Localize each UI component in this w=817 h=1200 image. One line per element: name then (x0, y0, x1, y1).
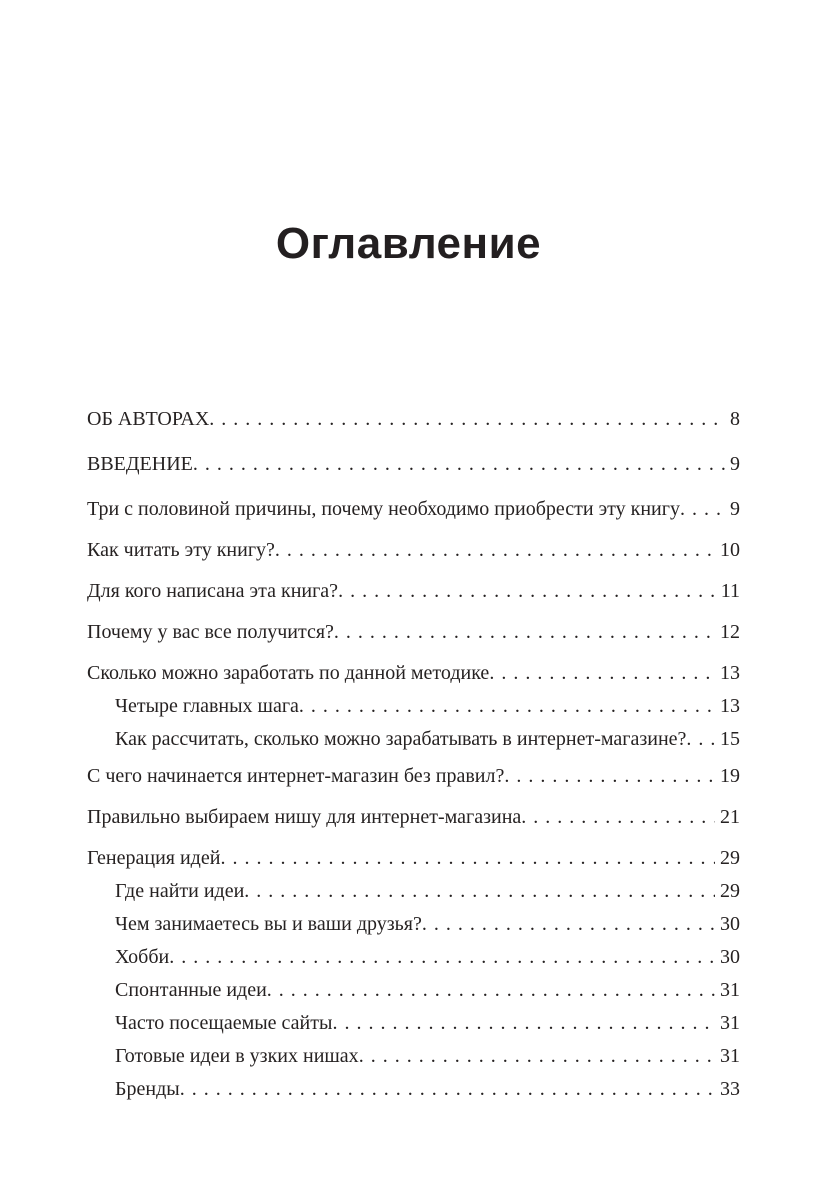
toc-page-number: 29 (720, 880, 740, 902)
toc-leader-dots (180, 1077, 715, 1101)
toc-leader-dots (267, 978, 715, 1002)
toc-entry-label: Три с половиной причины, почему необходимо приобрести эту книгу (87, 498, 680, 520)
toc-entry (87, 538, 740, 562)
toc-entry (87, 1044, 740, 1068)
toc-entry-label: ОБ АВТОРАХ (87, 408, 210, 430)
toc-leader-dots (299, 694, 715, 718)
toc-page-number: 11 (720, 580, 740, 602)
toc-page-number: 12 (720, 621, 740, 643)
toc-page-number: 10 (720, 539, 740, 561)
toc-leader-dots (334, 620, 715, 644)
toc-entry-label: С чего начинается интернет-магазин без правил? (87, 765, 505, 787)
toc-entry (87, 694, 740, 718)
toc-entry (87, 497, 740, 521)
toc-page-number: 31 (720, 979, 740, 1001)
toc-page-number: 30 (720, 913, 740, 935)
toc-leader-dots (521, 805, 715, 829)
toc-entry (87, 945, 740, 969)
toc-entry (87, 879, 740, 903)
toc-page-number: 31 (720, 1012, 740, 1034)
toc-entry (87, 579, 740, 603)
toc-page-number: 9 (730, 498, 740, 520)
toc-leader-dots (504, 764, 715, 788)
toc-entry (87, 1011, 740, 1035)
toc-entry-label: Спонтанные идеи (115, 979, 267, 1001)
toc-entry-label: Как рассчитать, сколько можно зарабатывать в интернет-магазине? (115, 728, 687, 750)
toc-page-number: 13 (720, 662, 740, 684)
toc-leader-dots (193, 452, 725, 476)
toc-leader-dots (244, 879, 715, 903)
toc-entry (87, 452, 740, 476)
toc-leader-dots (422, 912, 715, 936)
toc-leader-dots (359, 1044, 715, 1068)
toc-leader-dots (169, 945, 715, 969)
toc-entry (87, 407, 740, 431)
toc-leader-dots (209, 407, 725, 431)
toc-entry (87, 912, 740, 936)
toc-page-number: 8 (730, 408, 740, 430)
toc-entry (87, 805, 740, 829)
toc-entry (87, 978, 740, 1002)
toc-entry (87, 727, 740, 751)
toc-leader-dots (332, 1011, 715, 1035)
toc-entry (87, 1077, 740, 1101)
toc-entry-label: ВВЕДЕНИЕ (87, 453, 193, 475)
toc-entry (87, 764, 740, 788)
toc-page-number: 33 (720, 1078, 740, 1100)
toc-leader-dots (680, 497, 725, 521)
toc-page-number: 15 (720, 728, 740, 750)
toc-page-number: 21 (720, 806, 740, 828)
toc-leader-dots (489, 661, 715, 685)
toc-entry-label: Чем занимаетесь вы и ваши друзья? (115, 913, 422, 935)
toc-page-number: 30 (720, 946, 740, 968)
toc-page-number: 31 (720, 1045, 740, 1067)
toc-entry-label: Почему у вас все получится? (87, 621, 334, 643)
toc-entry-label: Правильно выбираем нишу для интернет-магазина (87, 806, 522, 828)
page-title: Оглавление (275, 219, 542, 268)
toc-entry-label: Сколько можно заработать по данной методике (87, 662, 490, 684)
toc-list (87, 407, 740, 1101)
toc-entry-label: Как читать эту книгу? (87, 539, 275, 561)
toc-page-number: 29 (720, 847, 740, 869)
toc-leader-dots (275, 538, 715, 562)
toc-entry (87, 661, 740, 685)
toc-entry-label: Четыре главных шага (115, 695, 299, 717)
toc-entry-label: Для кого написана эта книга? (87, 580, 339, 602)
toc-entry-label: Хобби (115, 946, 170, 968)
toc-leader-dots (220, 846, 715, 870)
toc-entry (87, 846, 740, 870)
toc-page-number: 9 (730, 453, 740, 475)
toc-entry (87, 620, 740, 644)
toc-entry-label: Готовые идеи в узких нишах (115, 1045, 359, 1067)
toc-leader-dots (686, 727, 715, 751)
toc-entry-label: Часто посещаемые сайты (115, 1012, 333, 1034)
toc-entry-label: Где найти идеи (115, 880, 245, 902)
toc-page-number: 19 (720, 765, 740, 787)
toc-leader-dots (338, 579, 716, 603)
toc-entry-label: Генерация идей (87, 847, 221, 869)
toc-entry-label: Бренды (115, 1078, 180, 1100)
toc-page-number: 13 (720, 695, 740, 717)
